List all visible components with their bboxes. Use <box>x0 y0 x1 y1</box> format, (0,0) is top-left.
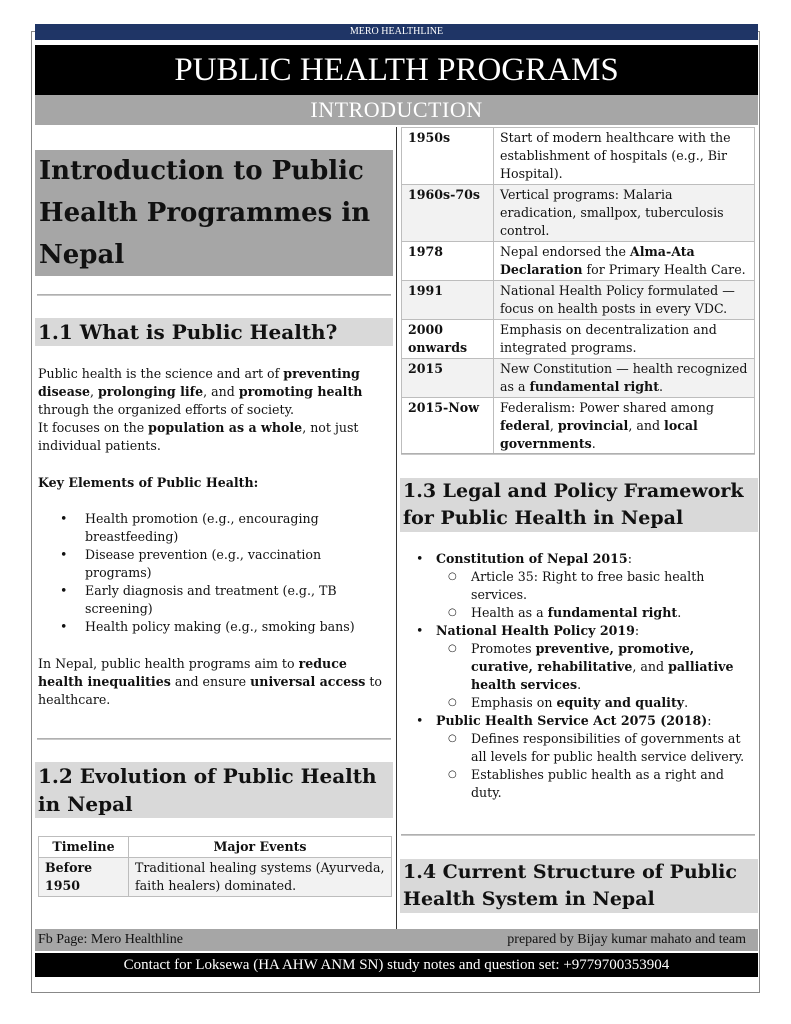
list-item: ○ Establishes public health as a right and duty. <box>448 767 724 800</box>
list-item: • Disease prevention (e.g., vaccination programs) <box>60 547 322 580</box>
list-item: • Health promotion (e.g., encouraging breastfeeding) <box>60 511 319 544</box>
public-health-definition: Public health is the science and art of preventing disease, prolonging life, and promoting health through the organized efforts of society. It focuses on the population as a whole, not just individual patients. <box>38 366 363 453</box>
table-header-events: Major Events <box>129 837 392 858</box>
section-heading-1-2: 1.2 Evolution of Public Health in Nepal <box>35 762 393 818</box>
section-subtitle: INTRODUCTION <box>35 95 758 125</box>
table-cell-year: 2015 <box>402 359 494 398</box>
table-cell-year: 1960s-70s <box>402 185 494 242</box>
footer-bar <box>35 929 758 951</box>
page-title: PUBLIC HEALTH PROGRAMS <box>35 45 758 95</box>
framework-list <box>414 550 758 802</box>
table-row <box>402 320 755 359</box>
column-divider <box>396 127 397 932</box>
table-cell-event: National Health Policy formulated — focus on health posts in every VDC. <box>494 281 755 320</box>
list-item: • Constitution of Nepal 2015: <box>416 551 632 566</box>
table-cell-event: New Constitution — health recognized as a fundamental right. <box>494 359 755 398</box>
section-heading-1-4: 1.4 Current Structure of Public Health System in Nepal <box>400 859 758 913</box>
table-cell-event: Vertical programs: Malaria eradication, smallpox, tuberculosis control. <box>494 185 755 242</box>
table-row <box>402 398 755 455</box>
table-row <box>402 242 755 281</box>
table-row <box>402 281 755 320</box>
list-item: • National Health Policy 2019: <box>416 623 640 638</box>
section-heading-1-3: 1.3 Legal and Policy Framework for Public Health in Nepal <box>400 478 758 532</box>
table-row <box>402 128 755 185</box>
nepal-programs-paragraph: In Nepal, public health programs aim to reduce health inequalities and ensure universal access to healthcare. <box>38 656 382 707</box>
table-cell-event: Nepal endorsed the Alma-Ata Declaration for Primary Health Care. <box>494 242 755 281</box>
horizontal-rule <box>37 738 391 740</box>
table-cell-year: 1991 <box>402 281 494 320</box>
table-cell-year: 1978 <box>402 242 494 281</box>
horizontal-rule <box>37 294 391 296</box>
table-header-timeline: Timeline <box>39 837 129 858</box>
table-cell-year: 1950s <box>402 128 494 185</box>
list-item: • Health policy making (e.g., smoking bans) <box>60 619 355 634</box>
list-item: • Public Health Service Act 2075 (2018): <box>416 713 712 728</box>
list-item: ○ Emphasis on equity and quality. <box>448 695 689 710</box>
key-elements-list <box>38 510 358 636</box>
prepared-by-label: prepared by Bijay kumar mahato and team <box>507 932 746 947</box>
horizontal-rule <box>401 834 755 836</box>
table-row <box>402 185 755 242</box>
brand-strip: MERO HEALTHLINE <box>35 24 758 40</box>
table-cell-year: 2015-Now <box>402 398 494 455</box>
table-cell-year: Before 1950 <box>39 858 129 897</box>
table-row <box>39 858 392 897</box>
list-item: ○ Health as a fundamental right. <box>448 605 682 620</box>
section-heading-1-1: 1.1 What is Public Health? <box>35 318 393 346</box>
main-heading: Introduction to Public Health Programmes in Nepal <box>35 150 393 276</box>
list-item: ○ Article 35: Right to free basic health services. <box>448 569 705 602</box>
fb-page-label: Fb Page: Mero Healthline <box>38 932 184 947</box>
table-cell-event: Emphasis on decentralization and integrated programs. <box>494 320 755 359</box>
evolution-table-right <box>401 127 755 455</box>
table-cell-event: Traditional healing systems (Ayurveda, faith healers) dominated. <box>129 858 392 897</box>
table-cell-year: 2000 onwards <box>402 320 494 359</box>
key-elements-heading: Key Elements of Public Health: <box>38 475 259 490</box>
list-item: ○ Promotes preventive, promotive, curative, rehabilitative, and palliative health services. <box>448 641 734 692</box>
list-item: ○ Defines responsibilities of governments at all levels for public health service delivery. <box>448 731 745 764</box>
horizontal-rule <box>401 453 755 455</box>
table-row <box>402 359 755 398</box>
evolution-table-left <box>38 836 392 897</box>
table-cell-event: Start of modern healthcare with the establishment of hospitals (e.g., Bir Hospital). <box>494 128 755 185</box>
list-item: • Early diagnosis and treatment (e.g., TB screening) <box>60 583 337 616</box>
table-cell-event: Federalism: Power shared among federal, provincial, and local governments. <box>494 398 755 455</box>
contact-bar: Contact for Loksewa (HA AHW ANM SN) study notes and question set: +9779700353904 <box>35 953 758 977</box>
